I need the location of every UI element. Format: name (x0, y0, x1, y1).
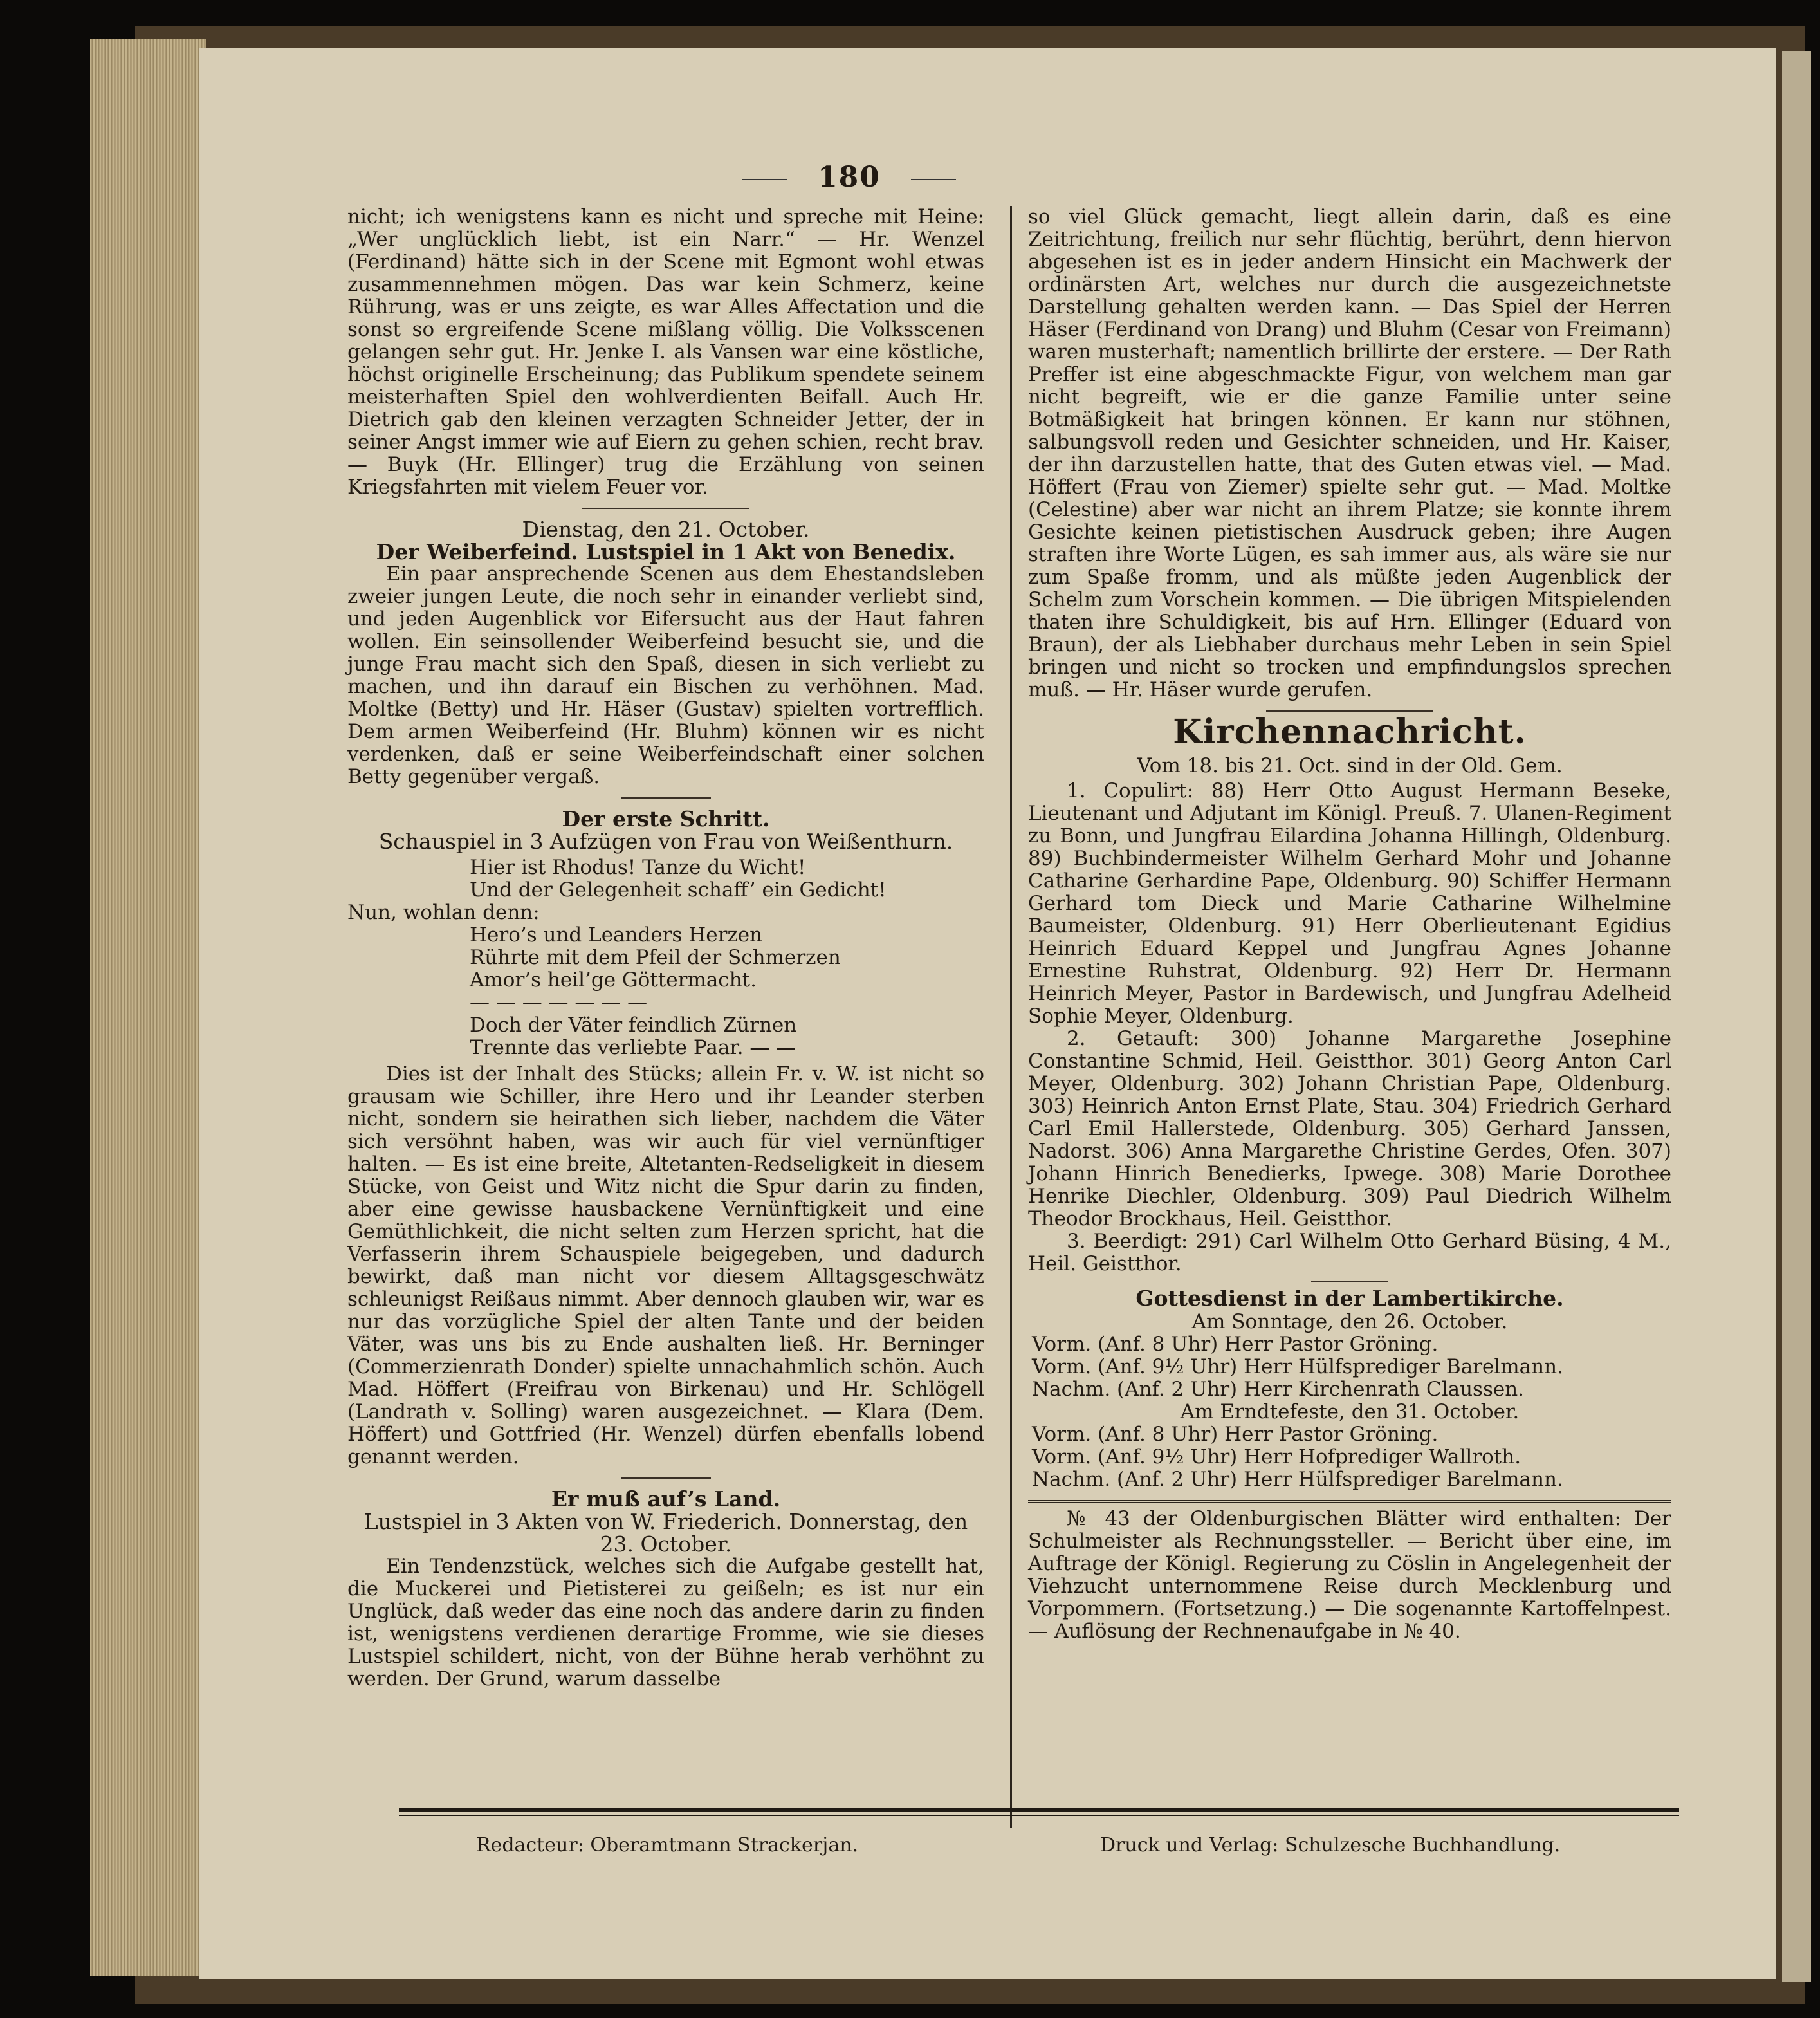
printer-line: Druck und Verlag: Schulzesche Buchhandlung. (1100, 1834, 1561, 1856)
next-issue-notice (1028, 1500, 1671, 1643)
review-er-muss-continuation: so viel Glück gemacht, liegt allein darin, daß es eine Zeitrichtung, freilich nur sehr flüchtig, berührt, denn hiervon abgesehen ist es in jeder andern Hinsicht ein Machwerk der ordinärsten Art, welches nur durch die ausgezeichnetste Darstellung gehalten werden kann. — Das Spiel der Herren Häser (Ferdinand von Drang) und Bluhm (Cesar von Freimann) waren musterhaft; namentlich brillirte der erstere. — Der Rath Preffer ist eine abgeschmackte Figur, von welchem man gar nicht begreift, wie er die ganze Familie unter seine Botmäßigkeit hat bringen können. Er kann nur stöhnen, salbungsvoll reden und Gesichter schneiden, und Hr. Kaiser, der ihn darzustellen hatte, that des Guten etwas viel. — Mad. Höffert (Frau von Ziemer) spielte sehr gut. — Mad. Moltke (Celestine) aber war nicht an ihrem Platze; sie konnte ihrem Gesichte keinen pietistischen Ausdruck geben; ihre Augen straften ihre Worte Lügen, es sah immer aus, als wäre sie nur zum Spaße fromm, und als müßte jeden Augenblick der Schelm zum Vorschein kommen. — Die übrigen Mitspielenden thaten ihre Schuldigkeit, bis auf Hrn. Ellinger (Eduard von Braun), der als Liebhaber durchaus mehr Leben in sein Spiel bringen und nicht so trocken und empfindungslos sprechen muß. — Hr. Häser wurde gerufen. (1028, 205, 1671, 701)
service-title: Gottesdienst in der Lambertikirche. (1135, 1286, 1564, 1311)
folio-dash-left (742, 179, 787, 180)
next-page-edge (1782, 51, 1811, 1982)
poem-line: Doch der Väter feindlich Zürnen (470, 1014, 797, 1037)
section-divider (621, 1477, 711, 1479)
poem-line: Nun, wohlan denn: (347, 901, 540, 924)
play-title-er-muss: Er muß auf’s Land. (551, 1486, 781, 1512)
service-line: Vorm. (Anf. 9½ Uhr) Herr Hülfsprediger Barelmann. (1032, 1355, 1563, 1378)
play-subtitle-er-muss: Lustspiel in 3 Akten von W. Friederich. Donnerstag, den 23. October. (363, 1509, 968, 1557)
copulirt-list: 1. Copulirt: 88) Herr Otto August Hermann Beseke, Lieutenant und Adjutant im Königl. Preuß. 7. Ulanen-Regiment zu Bonn, und Jungfrau Eilardina Johanna Hillingh, Oldenburg. 89) Buchbindermeister Wilhelm Gerhard Mohr und Johanne Catharine Gerhardine Pape, Oldenburg. 90) Schiffer Hermann Gerhard tom Dieck und Marie Catharine Wilhelmine Baumeister, Oldenburg. 91) Herr Oberlieutenant Egidius Heinrich Eduard Keppel und Jungfrau Agnes Johanne Ernestine Ruhstrat, Oldenburg. 92) Herr Dr. Hermann Heinrich Meyer, Pastor in Bardewisch, und Jungfrau Adelheid Sophie Meyer, Oldenburg. (1028, 779, 1671, 1028)
left-column (347, 206, 984, 1757)
kirchen-intro: Vom 18. bis 21. Oct. sind in der Old. Gem. (1137, 754, 1563, 777)
kirchennachricht-title: Kirchennachricht. (1173, 712, 1527, 752)
play-subtitle-erste-schritt: Schauspiel in 3 Aufzügen von Frau von Weißenthurn. (378, 829, 953, 854)
column-rule (1010, 206, 1012, 1828)
poem-line: Hier ist Rhodus! Tanze du Wicht! (470, 856, 806, 879)
footer-rule-thin (399, 1815, 1679, 1816)
service-date-sunday: Am Sonntage, den 26. October. (1191, 1310, 1508, 1333)
date-heading: Dienstag, den 21. October. (522, 517, 810, 542)
page-number (347, 161, 1351, 194)
service-date-harvest: Am Erndtefeste, den 31. October. (1180, 1400, 1520, 1423)
getauft-list: 2. Getauft: 300) Johanne Margarethe Josephine Constantine Schmid, Heil. Geistthor. 301) Georg Anton Carl Meyer, Oldenburg. 302) Johann Christian Pape, Oldenburg. 303) Heinrich Anton Ernst Plate, Stau. 304) Friedrich Gerhard Carl Emil Hallerstede, Oldenburg. 305) Gerhard Janssen, Nadorst. 306) Anna Margarethe Christine Gerdes, Ofen. 307) Johann Hinrich Benedierks, Ipwege. 308) Marie Dorothee Henrike Diechler, Oldenburg. 309) Paul Diedrich Wilhelm Theodor Brockhaus, Heil. Geistthor. (1028, 1027, 1671, 1230)
page-edges (90, 39, 206, 1976)
service-line: Nachm. (Anf. 2 Uhr) Herr Hülfsprediger Barelmann. (1032, 1468, 1563, 1491)
page-content (347, 154, 1671, 1969)
section-divider (1311, 1281, 1388, 1282)
poem-line: Und der Gelegenheit schaff’ ein Gedicht! (470, 878, 887, 902)
editor-line: Redacteur: Oberamtmann Strackerjan. (476, 1834, 859, 1856)
poem-line: Trennte das verliebte Paar. — — (470, 1036, 796, 1059)
section-divider (582, 508, 749, 509)
page-number-text: 180 (818, 161, 881, 194)
section-divider (1266, 710, 1433, 712)
beerdigt-list: 3. Beerdigt: 291) Carl Wilhelm Otto Gerhard Büsing, 4 M., Heil. Geistthor. (1028, 1230, 1671, 1275)
poem-line: Hero’s und Leanders Herzen (470, 923, 763, 947)
service-line: Nachm. (Anf. 2 Uhr) Herr Kirchenrath Claussen. (1032, 1378, 1525, 1401)
right-column (1028, 206, 1671, 1757)
poem-block (347, 856, 984, 1059)
next-issue-text: № 43 der Oldenburgischen Blätter wird enthalten: Der Schulmeister als Rechnungssteller. — Bericht über eine, im Auftrage der Königl. Regierung zu Cöslin in Angelegenheit der Viehzucht unternommene Reise durch Mecklenburg und Vorpommern. (Fortsetzung.) — Die sogenannte Kartoffelnpest. — Auflösung der Rechnenaufgabe in № 40. (1028, 1507, 1671, 1643)
poem-line: Amor’s heil’ge Göttermacht. (470, 968, 757, 992)
review-erste-schritt: Dies ist der Inhalt des Stücks; allein Fr. v. W. ist nicht so grausam wie Schiller, ihre Hero und ihr Leander sterben nicht, sondern sie heirathen sich lieber, nachdem die Väter sich versöhnt haben, was wir auch für viel vernünftiger halten. — Es ist eine breite, Altetanten-Redseligkeit in diesem Stücke, von Geist und Witz nicht die Spur darin zu finden, aber eine gewisse hausbackene Vernünftigkeit und eine Gemüthlichkeit, die nicht selten zum Herzen spricht, hat die Verfasserin ihrem Schauspiele beigegeben, und dadurch bewirkt, daß man nicht vor diesem Alltagsgeschwätz schleunigst Reißaus nimmt. Aber dennoch glauben wir, war es nur das vorzügliche Spiel der alten Tante und der beiden Väter, was uns bis zu Ende aushalten ließ. Hr. Berninger (Commerzienrath Donder) spielte unnachahmlich schön. Auch Mad. Höffert (Freifrau von Birkenau) und Hr. Schlögell (Landrath v. Solling) waren ausgezeichnet. — Klara (Dem. Höffert) und Gottfried (Hr. Wenzel) dürfen ebenfalls lobend genannt werden. (347, 1062, 984, 1468)
footer-rule (399, 1808, 1679, 1812)
play-heading-weiberfeind: Der Weiberfeind. Lustspiel in 1 Akt von Benedix. (376, 539, 956, 564)
poem-line: Rührte mit dem Pfeil der Schmerzen (470, 946, 841, 969)
review-er-muss: Ein Tendenzstück, welches sich die Aufgabe gestellt hat, die Muckerei und Pietisterei zu geißeln; es ist nur ein Unglück, daß weder das eine noch das andere darin zu finden ist, wenigstens verdienen derartige Fromme, wie sie dieses Lustspiel schildert, nicht, von der Bühne herab verhöhnt zu werden. Der Grund, warum dasselbe (347, 1555, 984, 1690)
folio-dash-right (911, 179, 956, 180)
review-weiberfeind: Ein paar ansprechende Scenen aus dem Ehestandsleben zweier jungen Leute, die noch sehr in einander verliebt sind, und jeden Augenblick vor Eifersucht aus der Haut fahren wollen. Ein seinsollender Weiberfeind besucht sie, und die junge Frau macht sich den Spaß, diesen in sich verliebt zu machen, und ihn darauf ein Bischen zu verhöhnen. Mad. Moltke (Betty) und Hr. Häser (Gustav) spielten vortrefflich. Dem armen Weiberfeind (Hr. Bluhm) können wir es nicht verdenken, daß er seine Weiberfeindschaft einer solchen Betty gegenüber vergaß. (347, 562, 984, 788)
poem-separator: — — — — — — — (470, 991, 648, 1014)
service-line: Vorm. (Anf. 9½ Uhr) Herr Hofprediger Wallroth. (1032, 1445, 1521, 1468)
service-line: Vorm. (Anf. 8 Uhr) Herr Pastor Gröning. (1032, 1423, 1439, 1446)
section-divider (621, 797, 711, 799)
play-title-erste-schritt: Der erste Schritt. (562, 806, 770, 831)
review-continuation: nicht; ich wenigstens kann es nicht und spreche mit Heine: „Wer unglücklich liebt, ist ein Narr.“ — Hr. Wenzel (Ferdinand) hätte sich in der Scene mit Egmont wohl etwas zusammennehmen mögen. Das war kein Schmerz, keine Rührung, was er uns zeigte, es war Alles Affectation und die sonst so ergreifende Scene mißlang völlig. Die Volksscenen gelangen sehr gut. Hr. Jenke I. als Vansen war eine köstliche, höchst originelle Erscheinung; das Publikum spendete seinem meisterhaften Spiel den wohlverdienten Beifall. Auch Hr. Dietrich gab den kleinen verzagten Schneider Jetter, der in seiner Angst immer wie auf Eiern zu gehen schien, recht brav. — Buyk (Hr. Ellinger) trug die Erzählung von seinen Kriegsfahrten mit vielem Feuer vor. (347, 205, 984, 499)
service-line: Vorm. (Anf. 8 Uhr) Herr Pastor Gröning. (1032, 1333, 1439, 1356)
